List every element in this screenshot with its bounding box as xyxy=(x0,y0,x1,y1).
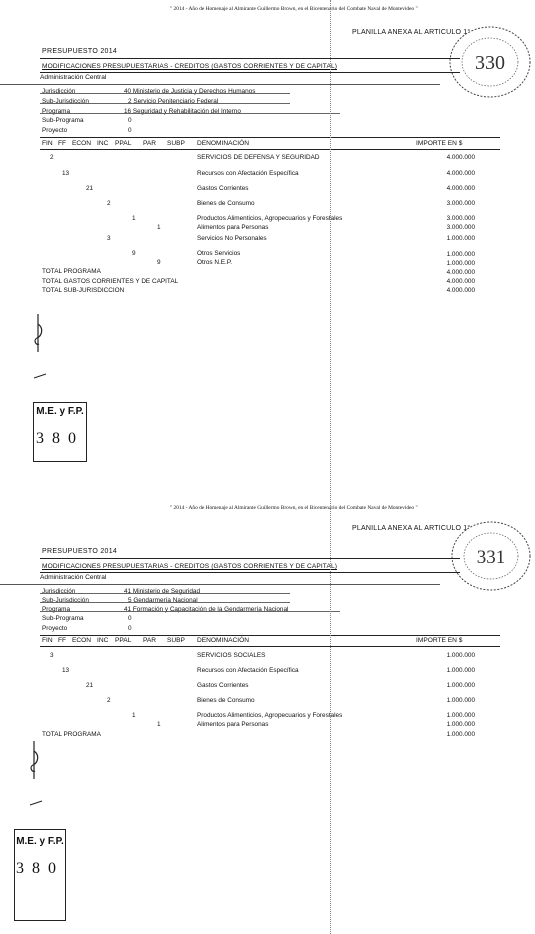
total-label: TOTAL PROGRAMA xyxy=(42,268,101,275)
row-denominacion: Recursos con Afectación Específica xyxy=(197,667,299,674)
row-code: 21 xyxy=(86,185,94,192)
row-amount: 3.000.000 xyxy=(446,224,475,231)
divider xyxy=(40,593,290,594)
subjurisdiccion-value: 5 Gendarmería Nacional xyxy=(128,597,198,604)
row-denominacion: SERVICIOS SOCIALES xyxy=(197,652,266,659)
total-label: TOTAL SUB-JURISDICCION xyxy=(42,287,125,294)
scan-fold-line xyxy=(330,0,331,934)
table-header-bottom-line xyxy=(40,646,500,647)
row-denominacion: Gastos Corrientes xyxy=(197,682,249,689)
row-code: 1 xyxy=(132,215,136,222)
jurisdiccion-value: 40 Ministerio de Justicia y Derechos Humanos xyxy=(124,88,256,95)
row-amount: 4.000.000 xyxy=(446,154,475,161)
proyecto-value: 0 xyxy=(128,127,132,134)
row-amount: 1.000.000 xyxy=(446,697,475,704)
planilla-title: PLANILLA ANEXA AL ARTICULO 1° xyxy=(352,525,471,532)
divider xyxy=(40,611,340,612)
row-amount: 1.000.000 xyxy=(446,251,475,258)
total-amount: 4.000.000 xyxy=(446,278,475,285)
subprograma-label: Sub-Programa xyxy=(42,117,84,124)
col-fin: FIN xyxy=(42,637,53,644)
official-seal xyxy=(447,24,533,100)
row-amount: 1.000.000 xyxy=(446,652,475,659)
col-fin: FIN xyxy=(42,140,53,147)
row-code: 13 xyxy=(62,667,70,674)
col-ppal: PPAL xyxy=(115,140,132,147)
row-code: 21 xyxy=(86,682,94,689)
divider xyxy=(0,584,440,585)
handwritten-signature xyxy=(26,737,46,817)
col-inc: INC xyxy=(97,140,109,147)
row-code: 9 xyxy=(132,250,136,257)
proyecto-label: Proyecto xyxy=(42,625,68,632)
stamp-title: M.E. y F.P. xyxy=(16,836,64,847)
row-amount: 3.000.000 xyxy=(446,215,475,222)
presupuesto-label: PRESUPUESTO 2014 xyxy=(42,548,118,555)
programa-label: Programa xyxy=(42,606,71,613)
subprograma-label: Sub-Programa xyxy=(42,615,84,622)
col-ppal: PPAL xyxy=(115,637,132,644)
stamp-title: M.E. y F.P. xyxy=(36,406,84,417)
programa-value: 16 Seguridad y Rehabilitación del Interno xyxy=(124,108,241,115)
row-denominacion: Otros N.E.P. xyxy=(197,259,233,266)
proyecto-value: 0 xyxy=(128,625,132,632)
row-amount: 1.000.000 xyxy=(446,712,475,719)
programa-value: 41 Formación y Capacitación de la Gendarmería Nacional xyxy=(124,606,289,613)
col-par: PAR xyxy=(143,637,157,644)
total-amount: 4.000.000 xyxy=(446,269,475,276)
planilla-page-2 xyxy=(0,497,535,934)
row-code: 13 xyxy=(62,170,70,177)
row-denominacion: Servicios No Personales xyxy=(197,235,267,242)
col-econ: ECON xyxy=(72,140,92,147)
col-denominacion: DENOMINACIÓN xyxy=(197,140,250,147)
row-amount: 4.000.000 xyxy=(446,170,475,177)
proyecto-label: Proyecto xyxy=(42,127,68,134)
row-code: 3 xyxy=(107,235,111,242)
col-ff: FF xyxy=(58,637,67,644)
total-label: TOTAL GASTOS CORRIENTES Y DE CAPITAL xyxy=(42,278,179,285)
handwritten-signature xyxy=(30,310,50,390)
row-denominacion: Recursos con Afectación Específica xyxy=(197,170,299,177)
row-denominacion: Bienes de Consumo xyxy=(197,697,255,704)
motto-text: " 2014 - Año de Homenaje al Almirante Guillermo Brown, en el Bicentenario del Combate Naval de Montevideo " xyxy=(170,6,418,12)
official-seal xyxy=(449,519,533,593)
me-fp-stamp xyxy=(33,402,87,462)
divider xyxy=(40,72,460,73)
col-econ: ECON xyxy=(72,637,92,644)
row-denominacion: Bienes de Consumo xyxy=(197,200,255,207)
divider xyxy=(0,84,440,85)
row-denominacion: Productos Alimenticios, Agropecuarios y Forestales xyxy=(197,215,343,222)
row-code: 1 xyxy=(157,224,161,231)
stamp-number: 380 xyxy=(36,430,84,447)
subprograma-value: 0 xyxy=(128,615,132,622)
subjurisdiccion-value: 2 Servicio Penitenciario Federal xyxy=(128,98,219,105)
subprograma-value: 0 xyxy=(128,117,132,124)
divider xyxy=(40,572,460,573)
row-denominacion: Alimentos para Personas xyxy=(197,224,269,231)
row-code: 2 xyxy=(50,154,54,161)
motto-text: " 2014 - Año de Homenaje al Almirante Guillermo Brown, en el Bicentenario del Combate Naval de Montevideo " xyxy=(170,505,418,511)
modificaciones-title: MODIFICACIONES PRESUPUESTARIAS - CREDITOS (GASTOS CORRIENTES Y DE CAPITAL) xyxy=(42,63,338,70)
divider xyxy=(40,602,290,603)
row-code: 3 xyxy=(50,652,54,659)
row-denominacion: Otros Servicios xyxy=(197,250,241,257)
row-amount: 1.000.000 xyxy=(446,682,475,689)
planilla-title: PLANILLA ANEXA AL ARTICULO 1° xyxy=(352,29,471,36)
row-amount: 1.000.000 xyxy=(446,235,475,242)
col-importe: IMPORTE EN $ xyxy=(416,637,463,644)
divider xyxy=(40,113,340,114)
divider xyxy=(40,103,290,104)
col-denominacion: DENOMINACIÓN xyxy=(197,637,250,644)
total-amount: 1.000.000 xyxy=(446,731,475,738)
divider xyxy=(40,558,460,559)
me-fp-stamp xyxy=(14,829,66,921)
row-code: 9 xyxy=(157,259,161,266)
total-label: TOTAL PROGRAMA xyxy=(42,731,101,738)
jurisdiccion-label: Jurisdicción xyxy=(42,88,76,95)
modificaciones-title: MODIFICACIONES PRESUPUESTARIAS - CREDITOS (GASTOS CORRIENTES Y DE CAPITAL) xyxy=(42,563,338,570)
col-par: PAR xyxy=(143,140,157,147)
col-subp: SUBP xyxy=(167,637,185,644)
col-ff: FF xyxy=(58,140,67,147)
seal-number: 331 xyxy=(476,547,506,568)
row-amount: 4.000.000 xyxy=(446,185,475,192)
row-amount: 1.000.000 xyxy=(446,260,475,267)
divider xyxy=(40,93,290,94)
row-denominacion: Gastos Corrientes xyxy=(197,185,249,192)
col-subp: SUBP xyxy=(167,140,185,147)
jurisdiccion-value: 41 Ministerio de Seguridad xyxy=(124,588,201,595)
row-denominacion: Alimentos para Personas xyxy=(197,721,269,728)
seal-number: 330 xyxy=(475,52,505,74)
administracion-label: Administración Central xyxy=(40,74,107,81)
subjurisdiccion-label: Sub-Jurisdicción xyxy=(42,597,89,604)
col-importe: IMPORTE EN $ xyxy=(416,140,463,147)
row-denominacion: SERVICIOS DE DEFENSA Y SEGURIDAD xyxy=(197,154,320,161)
administracion-label: Administración Central xyxy=(40,574,107,581)
row-denominacion: Productos Alimenticios, Agropecuarios y Forestales xyxy=(197,712,343,719)
presupuesto-label: PRESUPUESTO 2014 xyxy=(42,48,118,55)
divider xyxy=(40,58,460,59)
programa-label: Programa xyxy=(42,108,71,115)
jurisdiccion-label: Jurisdicción xyxy=(42,588,76,595)
row-code: 1 xyxy=(157,721,161,728)
row-amount: 3.000.000 xyxy=(446,200,475,207)
stamp-number: 380 xyxy=(16,860,64,877)
table-header-top-line xyxy=(40,635,500,636)
table-header-bottom-line xyxy=(40,149,500,150)
row-code: 1 xyxy=(132,712,136,719)
row-amount: 1.000.000 xyxy=(446,721,475,728)
row-code: 2 xyxy=(107,697,111,704)
total-amount: 4.000.000 xyxy=(446,287,475,294)
col-inc: INC xyxy=(97,637,109,644)
row-amount: 1.000.000 xyxy=(446,667,475,674)
subjurisdiccion-label: Sub-Jurisdicción xyxy=(42,98,89,105)
row-code: 2 xyxy=(107,200,111,207)
table-header-top-line xyxy=(40,137,500,138)
